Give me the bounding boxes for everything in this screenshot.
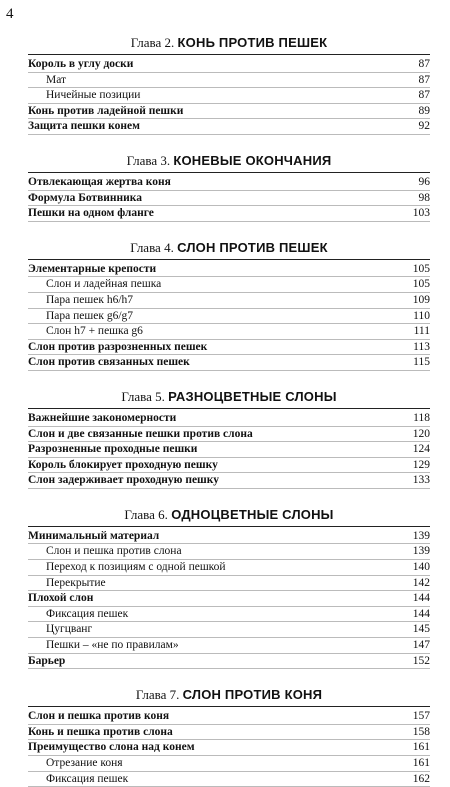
- toc-entry[interactable]: [28, 544, 430, 560]
- chapter-name: КОНЬ ПРОТИВ ПЕШЕК: [177, 35, 328, 50]
- toc-entry[interactable]: [28, 772, 430, 787]
- toc-entry[interactable]: [28, 622, 430, 638]
- toc-entry-label: Разрозненные проходные пешки: [28, 443, 198, 456]
- toc-entry-page: 152: [412, 654, 430, 667]
- toc-entry-label: Слон h7 + пешка g6: [46, 325, 143, 338]
- toc-entry-label: Преимущество слона над конем: [28, 741, 195, 754]
- chapter-prefix: Глава 6.: [124, 506, 168, 522]
- toc-entry-label: Отрезание коня: [46, 757, 123, 769]
- toc-entry-label: Король в углу доски: [28, 58, 134, 70]
- toc-entry[interactable]: [28, 740, 430, 756]
- chapter-section: [28, 34, 430, 135]
- toc-entry-page: 87: [418, 58, 430, 70]
- chapter-rule: [28, 706, 430, 707]
- toc-entry-label: Пешки на одном фланге: [28, 207, 154, 220]
- toc-entry-label: Важнейшие закономерности: [28, 411, 177, 424]
- toc-entry-page: 133: [412, 474, 430, 487]
- toc-entry-page: 105: [412, 278, 430, 291]
- chapter-title: [28, 152, 430, 169]
- chapter-title: [28, 34, 430, 51]
- chapter-title: [28, 506, 430, 523]
- toc-entry-page: 139: [412, 529, 430, 542]
- toc-entry[interactable]: [28, 473, 430, 489]
- toc-entry-page: 115: [413, 356, 430, 369]
- toc-entry-label: Пешки – «не по правилам»: [46, 639, 179, 652]
- toc-entry-label: Слон задерживает проходную пешку: [28, 474, 219, 487]
- toc-entry-page: 147: [412, 639, 430, 652]
- toc-entry-page: 109: [412, 293, 430, 306]
- toc-entry[interactable]: [28, 638, 430, 654]
- toc-entry-page: 111: [413, 325, 430, 338]
- chapter-rule: [28, 259, 430, 260]
- toc-entry[interactable]: [28, 277, 430, 293]
- chapter-section: [28, 489, 430, 669]
- chapter-section: [28, 135, 430, 222]
- toc-entry[interactable]: [28, 119, 430, 135]
- toc-entry-label: Пара пешек h6/h7: [46, 293, 134, 306]
- toc-entry[interactable]: [28, 88, 430, 104]
- toc-entry-label: Плохой слон: [28, 592, 94, 605]
- toc-entry[interactable]: [28, 57, 430, 73]
- toc-entry-page: 139: [412, 545, 430, 558]
- toc-entry[interactable]: [28, 576, 430, 592]
- chapter-rule: [28, 172, 430, 173]
- toc-entry-page: 120: [412, 427, 430, 440]
- toc-entry-page: 161: [412, 757, 430, 769]
- toc-entry[interactable]: [28, 591, 430, 607]
- toc-entry[interactable]: [28, 355, 430, 371]
- toc-entry-label: Слон и пешка против коня: [28, 710, 170, 723]
- toc-entry[interactable]: [28, 427, 430, 443]
- toc-entry[interactable]: [28, 442, 430, 458]
- toc-entry[interactable]: [28, 529, 430, 545]
- chapter-prefix: Глава 3.: [126, 152, 171, 168]
- toc-entry-page: 98: [418, 191, 430, 204]
- chapter-name: КОНЕВЫЕ ОКОНЧАНИЯ: [173, 152, 332, 168]
- toc-entry-page: 129: [412, 458, 430, 471]
- chapter-section: [28, 669, 430, 787]
- toc-entry[interactable]: [28, 191, 430, 207]
- toc-entry-label: Конь против ладейной пешки: [28, 104, 184, 117]
- toc-entry-label: Слон и две связанные пешки против слона: [28, 427, 253, 440]
- toc-entry-page: 140: [412, 561, 430, 574]
- toc-entry-label: Слон и пешка против слона: [46, 545, 182, 558]
- chapter-name: РАЗНОЦВЕТНЫЕ СЛОНЫ: [168, 388, 337, 404]
- toc-entry-label: Конь и пешка против слона: [28, 725, 173, 738]
- toc-entry-page: 161: [412, 741, 430, 754]
- toc-entry-label: Формула Ботвинника: [28, 191, 142, 204]
- toc-entry-label: Барьер: [28, 654, 66, 667]
- table-of-contents: [28, 28, 430, 787]
- toc-entry[interactable]: [28, 340, 430, 356]
- chapter-section: [28, 371, 430, 489]
- toc-entry-page: 96: [418, 175, 430, 188]
- chapter-title: [28, 686, 430, 703]
- toc-entry-label: Цугцванг: [46, 623, 93, 636]
- toc-entry-page: 124: [412, 443, 430, 456]
- toc-entry-page: 87: [418, 73, 430, 86]
- toc-entry[interactable]: [28, 104, 430, 120]
- toc-entry-label: Слон и ладейная пешка: [46, 278, 162, 291]
- toc-entry[interactable]: [28, 411, 430, 427]
- toc-entry-label: Мат: [46, 73, 67, 86]
- toc-entry[interactable]: [28, 560, 430, 576]
- toc-entry[interactable]: [28, 725, 430, 741]
- toc-entry-label: Фиксация пешек: [46, 772, 129, 785]
- page-number: 4: [6, 6, 14, 22]
- toc-entry-page: 105: [412, 262, 430, 275]
- toc-entry[interactable]: [28, 324, 430, 340]
- toc-entry-page: 113: [413, 340, 430, 353]
- toc-entry-label: Перекрытие: [46, 576, 106, 589]
- toc-entry-label: Король блокирует проходную пешку: [28, 458, 218, 471]
- toc-entry[interactable]: [28, 175, 430, 191]
- toc-entry-label: Переход к позициям с одной пешкой: [46, 561, 226, 574]
- toc-entry-page: 144: [412, 607, 430, 620]
- toc-entry-page: 157: [412, 710, 430, 723]
- toc-entry-page: 110: [413, 309, 430, 322]
- toc-entry[interactable]: [28, 293, 430, 309]
- toc-entry-page: 162: [412, 772, 430, 785]
- toc-entry[interactable]: [28, 458, 430, 474]
- chapter-prefix: Глава 2.: [130, 35, 175, 50]
- toc-entry-page: 118: [413, 411, 430, 424]
- toc-entry[interactable]: [28, 756, 430, 772]
- toc-entry-label: Ничейные позиции: [46, 89, 141, 102]
- chapter-name: СЛОН ПРОТИВ КОНЯ: [182, 687, 323, 703]
- toc-entry[interactable]: [28, 654, 430, 670]
- chapter-title: [28, 239, 430, 256]
- chapter-section: [28, 222, 430, 371]
- toc-entry[interactable]: [28, 206, 430, 222]
- chapter-prefix: Глава 7.: [135, 687, 180, 703]
- chapter-name: СЛОН ПРОТИВ ПЕШЕК: [177, 239, 328, 255]
- toc-entry-page: 142: [412, 576, 430, 589]
- toc-entry-label: Минимальный материал: [28, 529, 160, 542]
- toc-entry-label: Элементарные крепости: [28, 262, 157, 275]
- chapter-title: [28, 388, 430, 405]
- chapter-rule: [28, 54, 430, 55]
- toc-entry[interactable]: [28, 309, 430, 325]
- toc-entry-label: Слон против связанных пешек: [28, 356, 190, 369]
- toc-entry-label: Слон против разрозненных пешек: [28, 340, 208, 353]
- toc-entry-page: 89: [418, 104, 430, 117]
- toc-entry-label: Пара пешек g6/g7: [46, 309, 134, 322]
- toc-entry[interactable]: [28, 73, 430, 89]
- toc-entry-page: 158: [412, 725, 430, 738]
- toc-entry[interactable]: [28, 709, 430, 725]
- toc-entry-label: Фиксация пешек: [46, 607, 129, 620]
- toc-entry-page: 87: [418, 89, 430, 102]
- toc-entry-page: 144: [412, 592, 430, 605]
- chapter-name: ОДНОЦВЕТНЫЕ СЛОНЫ: [171, 506, 334, 522]
- chapter-prefix: Глава 5.: [121, 388, 165, 404]
- toc-entry-label: Отвлекающая жертва коня: [28, 175, 171, 188]
- toc-entry-page: 103: [412, 207, 430, 220]
- chapter-rule: [28, 526, 430, 527]
- toc-entry-page: 92: [418, 120, 430, 133]
- toc-entry[interactable]: [28, 262, 430, 278]
- chapter-rule: [28, 408, 430, 409]
- toc-entry-label: Защита пешки конем: [28, 120, 140, 133]
- toc-entry[interactable]: [28, 607, 430, 623]
- toc-entry-page: 145: [412, 623, 430, 636]
- chapter-prefix: Глава 4.: [130, 239, 174, 255]
